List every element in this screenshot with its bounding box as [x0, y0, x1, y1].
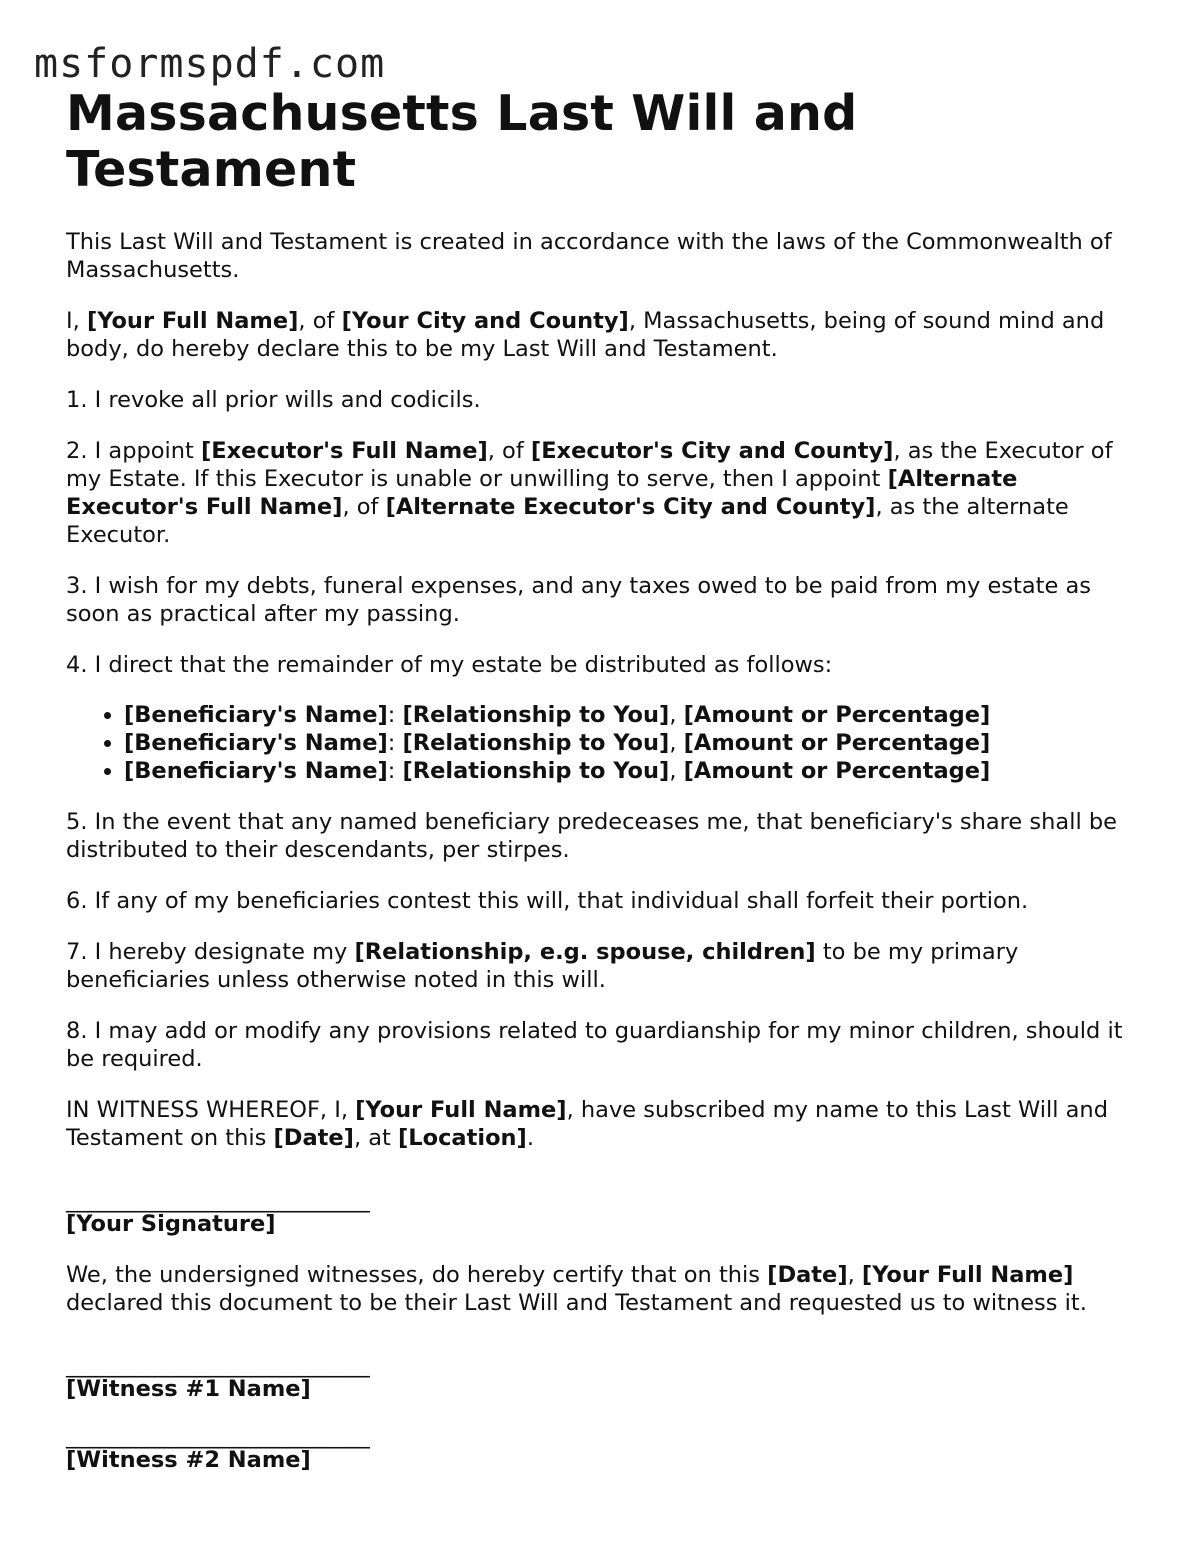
intro-paragraph: This Last Will and Testament is created in accordance with the laws of the Commonwealth of Massachusetts.: [66, 229, 1112, 283]
witness-2-signature-line[interactable]: ___________________________: [66, 1423, 370, 1449]
clause-4: 4. I direct that the remainder of my estate be distributed as follows:: [66, 652, 833, 678]
witness-1-signature-line[interactable]: ___________________________: [66, 1352, 370, 1378]
testator-name-placeholder: [Your Full Name]: [86, 308, 299, 334]
witness-whereof-paragraph: IN WITNESS WHEREOF, I, [Your Full Name], have subscribed my name to this Last Will and Testament on this [Date], at [Location].: [66, 1097, 1108, 1151]
beneficiary-list: [66, 701, 1136, 785]
watermark-text: msformspdf.com: [34, 41, 386, 87]
list-item: • [Beneficiary's Name]: [Relationship to You], [Amount or Percentage]: [124, 729, 1136, 757]
date-placeholder: [Date]: [273, 1125, 354, 1151]
list-item: • [Beneficiary's Name]: [Relationship to You], [Amount or Percentage]: [124, 757, 1136, 785]
location-placeholder: [Location]: [398, 1125, 527, 1151]
testator-city-placeholder: [Your City and County]: [341, 308, 629, 334]
declaration-paragraph: I, [Your Full Name], of [Your City and County], Massachusetts, being of sound mind and body, do hereby declare this to be my Last Will and Testament.: [66, 308, 1105, 362]
document-title: Massachusetts Last Will and Testament: [66, 85, 858, 198]
relationship-placeholder: [Relationship, e.g. spouse, children]: [354, 939, 816, 965]
clause-5: 5. In the event that any named beneficiary predeceases me, that beneficiary's share shall be distributed to their descendants, per stirpes.: [66, 809, 1117, 863]
date-placeholder: [Date]: [767, 1262, 848, 1288]
clause-2: 2. I appoint [Executor's Full Name], of [Executor's City and County], as the Executor of my Estate. If this Executor is unable or unwilling to serve, then I appoint [Alternate Executor's Full Name], of [Alternate Executor's City and County], as the alternate Executor.: [66, 438, 1113, 548]
testator-name-placeholder: [Your Full Name]: [355, 1097, 567, 1123]
clause-8: 8. I may add or modify any provisions related to guardianship for my minor children, should it be required.: [66, 1018, 1123, 1072]
clause-6: 6. If any of my beneficiaries contest this will, that individual shall forfeit their portion.: [66, 888, 1029, 914]
alternate-executor-city-placeholder: [Alternate Executor's City and County]: [385, 494, 876, 520]
signature-line[interactable]: ___________________________: [66, 1187, 370, 1213]
executor-city-placeholder: [Executor's City and County]: [530, 438, 894, 464]
alternate-executor-name-placeholder: [Alternate Executor's Full Name]: [66, 466, 1018, 520]
clause-3: 3. I wish for my debts, funeral expenses, and any taxes owed to be paid from my estate as soon as practical after my passing.: [66, 573, 1091, 627]
testator-name-placeholder: [Your Full Name]: [861, 1262, 1074, 1288]
clause-7: 7. I hereby designate my [Relationship, e.g. spouse, children] to be my primary beneficiaries unless otherwise noted in this will.: [66, 939, 1019, 993]
executor-name-placeholder: [Executor's Full Name]: [201, 438, 488, 464]
list-item: • [Beneficiary's Name]: [Relationship to You], [Amount or Percentage]: [124, 701, 1136, 729]
signature-label: [Your Signature]: [66, 1211, 276, 1237]
will-document: [66, 86, 1136, 1474]
witness-2-label: [Witness #2 Name]: [66, 1447, 311, 1473]
certification-paragraph: We, the undersigned witnesses, do hereby certify that on this [Date], [Your Full Name] declared this document to be their Last Will and Testament and requested us to witness it.: [66, 1262, 1087, 1316]
witness-1-label: [Witness #1 Name]: [66, 1376, 311, 1402]
clause-1: 1. I revoke all prior wills and codicils.: [66, 387, 481, 413]
